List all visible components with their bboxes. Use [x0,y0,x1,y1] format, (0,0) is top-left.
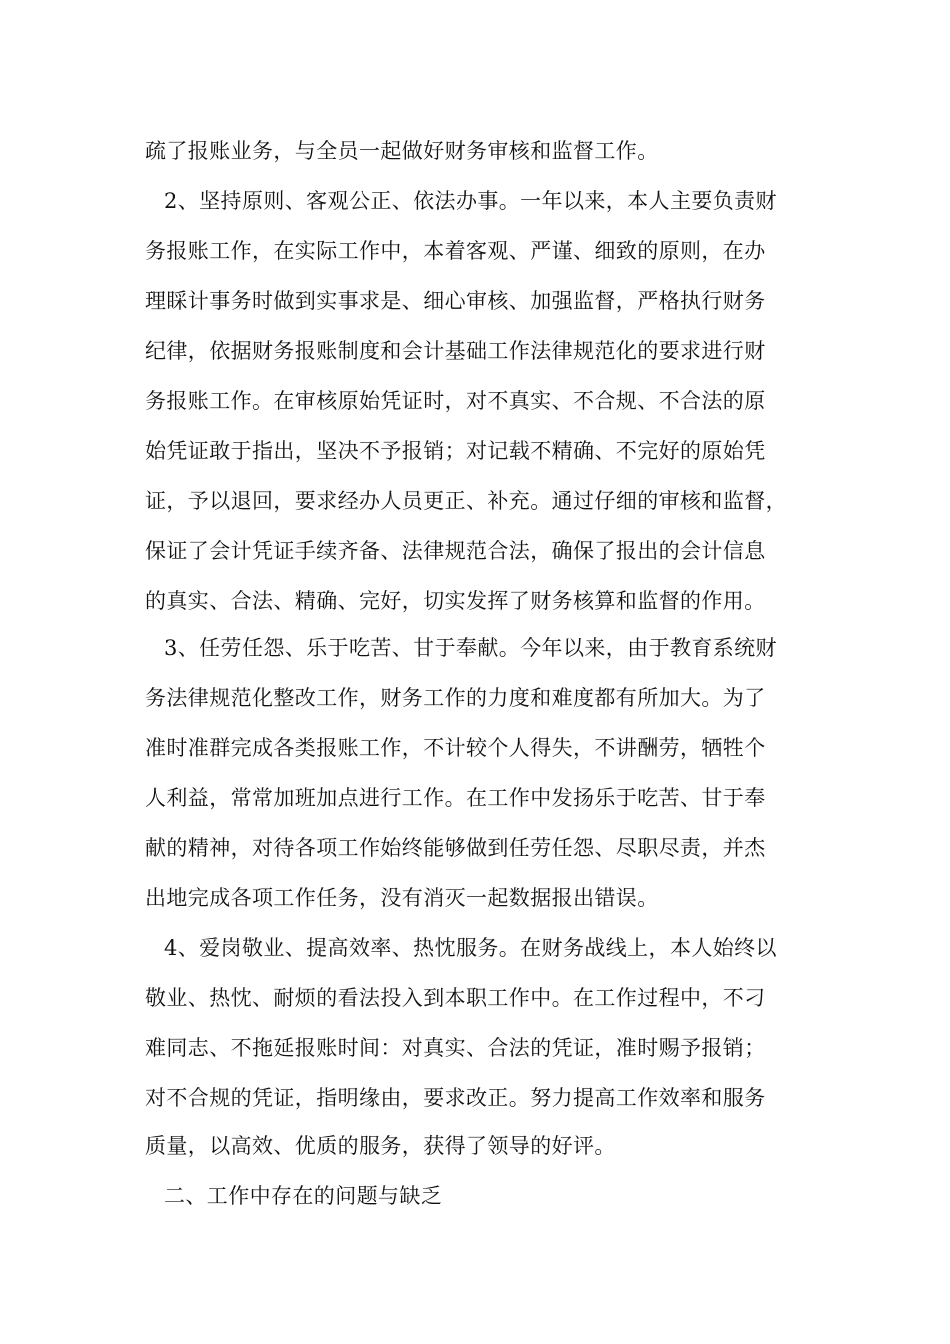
text-line: 疏了报账业务，与全员一起做好财务审核和监督工作。 [145,139,659,163]
section-heading: 二、工作中存在的问题与缺乏 [164,1184,443,1208]
text-line: 敬业、热忱、耐烦的看法投入到本职工作中。在工作过程中，不刁 [145,986,766,1010]
text-line: 始凭证敢于指出，坚决不予报销；对记载不精确、不完好的原始凭 [145,439,766,463]
text-line: 4、爱岗敬业、提高效率、热忱服务。在财务战线上，本人始终以 [164,936,777,960]
text-line: 献的精神，对待各项工作始终能够做到任劳任怨、尽职尽责，并杰 [145,836,766,860]
text-line: 证，予以退回，要求经办人员更正、补充。通过仔细的审核和监督， [145,489,787,513]
text-line: 的真实、合法、精确、完好，切实发挥了财务核算和监督的作用。 [145,589,766,613]
text-line: 质量，以高效、优质的服务，获得了领导的好评。 [145,1134,616,1158]
text-line: 出地完成各项工作任务，没有消灭一起数据报出错误。 [145,886,659,910]
text-line: 3、任劳任怨、乐于吃苦、甘于奉献。今年以来，由于教育系统财 [164,636,777,660]
text-line: 2、坚持原则、客观公正、依法办事。一年以来，本人主要负责财 [164,189,777,213]
text-line: 纪律，依据财务报账制度和会计基础工作法律规范化的要求进行财 [145,339,766,363]
text-line: 保证了会计凭证手续齐备、法律规范合法，确保了报出的会计信息 [145,539,766,563]
text-line: 务报账工作，在实际工作中，本着客观、严谨、细致的原则，在办 [145,239,766,263]
text-line: 务法律规范化整改工作，财务工作的力度和难度都有所加大。为了 [145,686,766,710]
text-line: 难同志、不拖延报账时间：对真实、合法的凭证，准时赐予报销； [145,1036,766,1060]
text-line: 对不合规的凭证，指明缘由，要求改正。努力提高工作效率和服务 [145,1086,766,1110]
text-line: 理睬计事务时做到实事求是、细心审核、加强监督，严格执行财务 [145,289,766,313]
text-line: 准时准群完成各类报账工作，不计较个人得失，不讲酬劳，牺牲个 [145,736,766,760]
text-line: 务报账工作。在审核原始凭证时，对不真实、不合规、不合法的原 [145,389,766,413]
text-line: 人利益，常常加班加点进行工作。在工作中发扬乐于吃苦、甘于奉 [145,786,766,810]
